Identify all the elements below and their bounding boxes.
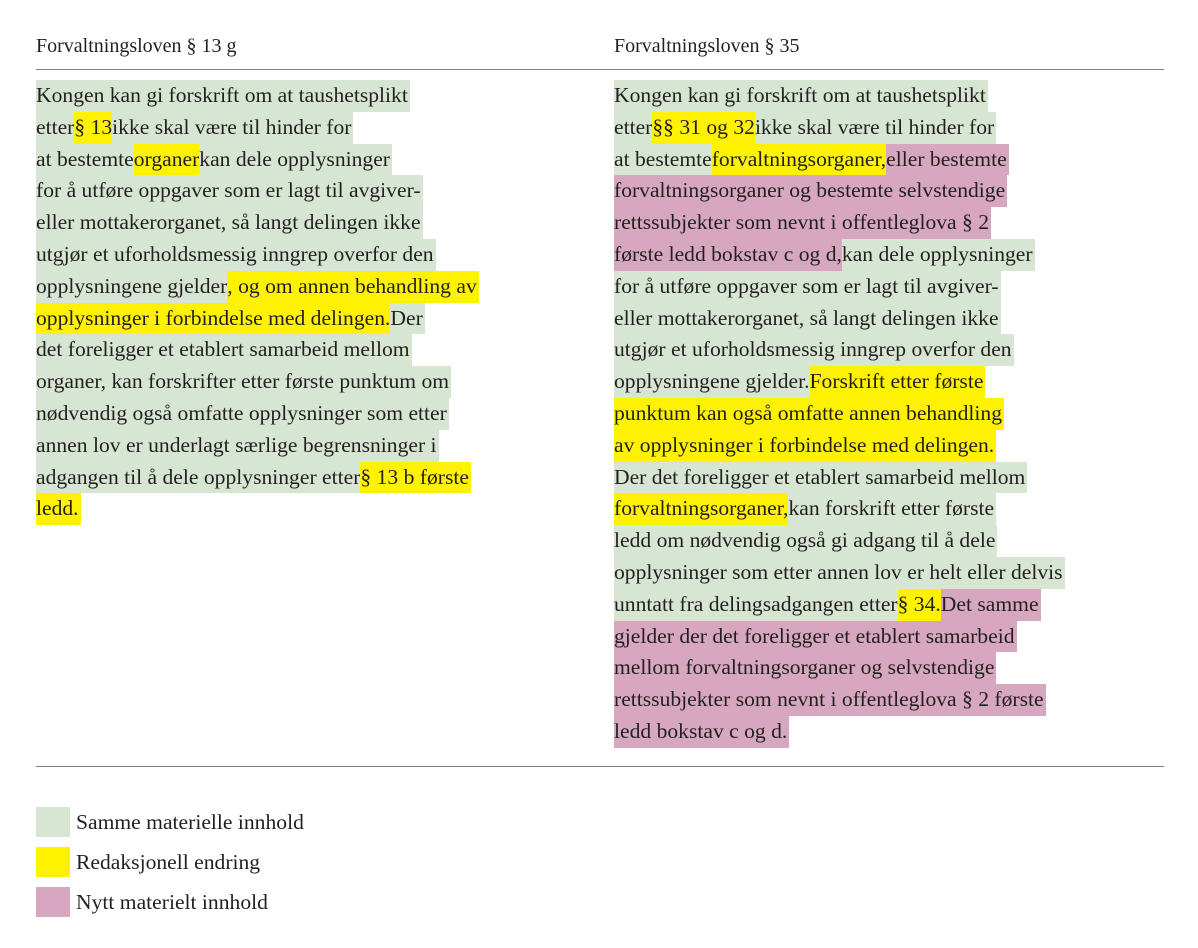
highlight-segment: etter bbox=[36, 112, 76, 144]
highlight-segment: § 34. bbox=[898, 589, 943, 621]
highlight-segment: kan dele opplysninger bbox=[199, 144, 392, 176]
right-text-line bbox=[614, 207, 1063, 239]
legend-swatch-editorial bbox=[36, 847, 70, 877]
legend-label: Samme materielle innhold bbox=[76, 810, 304, 834]
right-text-line bbox=[614, 652, 1063, 684]
highlight-segment: nødvendig også omfatte opplysninger som etter bbox=[36, 398, 449, 430]
left-text-line bbox=[36, 239, 477, 271]
right-text-line bbox=[614, 716, 1063, 748]
right-column-text bbox=[614, 80, 1063, 748]
right-text-line bbox=[614, 462, 1063, 494]
right-text-line bbox=[614, 239, 1063, 271]
right-text-line bbox=[614, 175, 1063, 207]
highlight-segment: § 13 bbox=[74, 112, 114, 144]
right-text-line bbox=[614, 430, 1063, 462]
right-text-line bbox=[614, 525, 1063, 557]
right-text-line bbox=[614, 398, 1063, 430]
highlight-segment: opplysninger i forbindelse med delingen. bbox=[36, 303, 392, 335]
highlight-segment: mellom forvaltningsorganer og selvstendige bbox=[614, 652, 996, 684]
right-text-line bbox=[614, 80, 1063, 112]
highlight-segment: ikke skal være til hinder for bbox=[755, 112, 996, 144]
right-text-line bbox=[614, 271, 1063, 303]
legend-item-new bbox=[36, 882, 304, 922]
highlight-segment: første ledd bokstav c og d, bbox=[614, 239, 844, 271]
highlight-segment: Kongen kan gi forskrift om at taushetsplikt bbox=[614, 80, 988, 112]
legend-item-same bbox=[36, 802, 304, 842]
highlight-segment: at bestemte bbox=[36, 144, 136, 176]
left-text-line bbox=[36, 462, 477, 494]
highlight-segment: ledd om nødvendig også gi adgang til å dele bbox=[614, 525, 997, 557]
highlight-segment: opplysningene gjelder bbox=[36, 271, 229, 303]
legend-swatch-same bbox=[36, 807, 70, 837]
highlight-segment: for å utføre oppgaver som er lagt til avgiver- bbox=[36, 175, 423, 207]
bottom-divider bbox=[36, 766, 1164, 767]
right-text-line bbox=[614, 589, 1063, 621]
highlight-segment: rettssubjekter som nevnt i offentleglova § 2 bbox=[614, 207, 991, 239]
highlight-segment: kan forskrift etter første bbox=[788, 493, 996, 525]
highlight-segment: adgangen til å dele opplysninger etter bbox=[36, 462, 362, 494]
left-text-line bbox=[36, 207, 477, 239]
highlight-segment: Forskrift etter første bbox=[810, 366, 986, 398]
left-text-line bbox=[36, 144, 477, 176]
legend-label: Redaksjonell endring bbox=[76, 850, 261, 874]
heading-right: Forvaltningsloven § 35 bbox=[614, 35, 800, 57]
left-text-line bbox=[36, 271, 477, 303]
highlight-segment: det foreligger et etablert samarbeid mellom bbox=[36, 334, 412, 366]
highlight-segment: opplysningene gjelder. bbox=[614, 366, 812, 398]
right-text-line bbox=[614, 684, 1063, 716]
right-text-line bbox=[614, 112, 1063, 144]
highlight-segment: organer, kan forskrifter etter første punktum om bbox=[36, 366, 451, 398]
highlight-segment: punktum kan også omfatte annen behandling bbox=[614, 398, 1004, 430]
highlight-segment: utgjør et uforholdsmessig inngrep overfor den bbox=[614, 334, 1014, 366]
left-text-line bbox=[36, 303, 477, 335]
legend-label: Nytt materielt innhold bbox=[76, 890, 268, 914]
left-text-line bbox=[36, 430, 477, 462]
left-text-line bbox=[36, 398, 477, 430]
heading-left: Forvaltningsloven § 13 g bbox=[36, 35, 237, 57]
highlight-segment: forvaltningsorganer, bbox=[712, 144, 888, 176]
highlight-segment: unntatt fra delingsadgangen etter bbox=[614, 589, 900, 621]
right-text-line bbox=[614, 621, 1063, 653]
highlight-segment: organer bbox=[134, 144, 202, 176]
highlight-segment: gjelder der det foreligger et etablert samarbeid bbox=[614, 621, 1017, 653]
highlight-segment: av opplysninger i forbindelse med delingen. bbox=[614, 430, 996, 462]
highlight-segment: forvaltningsorganer og bestemte selvstendige bbox=[614, 175, 1007, 207]
highlight-segment: ledd bokstav c og d. bbox=[614, 716, 789, 748]
left-text-line bbox=[36, 80, 477, 112]
highlight-segment: eller mottakerorganet, så langt delingen ikke bbox=[36, 207, 423, 239]
highlight-segment: ledd. bbox=[36, 493, 81, 525]
highlight-segment: Kongen kan gi forskrift om at taushetsplikt bbox=[36, 80, 410, 112]
highlight-segment: §§ 31 og 32 bbox=[652, 112, 757, 144]
legend-swatch-new bbox=[36, 887, 70, 917]
highlight-segment: forvaltningsorganer, bbox=[614, 493, 790, 525]
highlight-segment: at bestemte bbox=[614, 144, 714, 176]
highlight-segment: rettssubjekter som nevnt i offentleglova § 2 første bbox=[614, 684, 1046, 716]
right-text-line bbox=[614, 334, 1063, 366]
left-text-line bbox=[36, 366, 477, 398]
left-column-text bbox=[36, 80, 477, 525]
left-text-line bbox=[36, 175, 477, 207]
top-divider bbox=[36, 69, 1164, 70]
highlight-segment: ikke skal være til hinder for bbox=[112, 112, 353, 144]
highlight-segment: kan dele opplysninger bbox=[842, 239, 1035, 271]
legend-item-editorial bbox=[36, 842, 304, 882]
highlight-segment: annen lov er underlagt særlige begrensninger i bbox=[36, 430, 439, 462]
highlight-segment: eller bestemte bbox=[886, 144, 1009, 176]
right-text-line bbox=[614, 493, 1063, 525]
right-text-line bbox=[614, 144, 1063, 176]
highlight-segment: Det samme bbox=[941, 589, 1041, 621]
left-text-line bbox=[36, 493, 477, 525]
right-text-line bbox=[614, 366, 1063, 398]
highlight-segment: Der det foreligger et etablert samarbeid mellom bbox=[614, 462, 1027, 494]
right-text-line bbox=[614, 557, 1063, 589]
highlight-segment: for å utføre oppgaver som er lagt til avgiver- bbox=[614, 271, 1001, 303]
highlight-segment: etter bbox=[614, 112, 654, 144]
left-text-line bbox=[36, 112, 477, 144]
highlight-segment: eller mottakerorganet, så langt delingen ikke bbox=[614, 303, 1001, 335]
highlight-segment: § 13 b første bbox=[360, 462, 471, 494]
highlight-segment: , og om annen behandling av bbox=[227, 271, 478, 303]
legend bbox=[36, 802, 304, 922]
right-text-line bbox=[614, 303, 1063, 335]
highlight-segment: Der bbox=[390, 303, 424, 335]
highlight-segment: utgjør et uforholdsmessig inngrep overfor den bbox=[36, 239, 436, 271]
left-text-line bbox=[36, 334, 477, 366]
highlight-segment: opplysninger som etter annen lov er helt eller delvis bbox=[614, 557, 1065, 589]
